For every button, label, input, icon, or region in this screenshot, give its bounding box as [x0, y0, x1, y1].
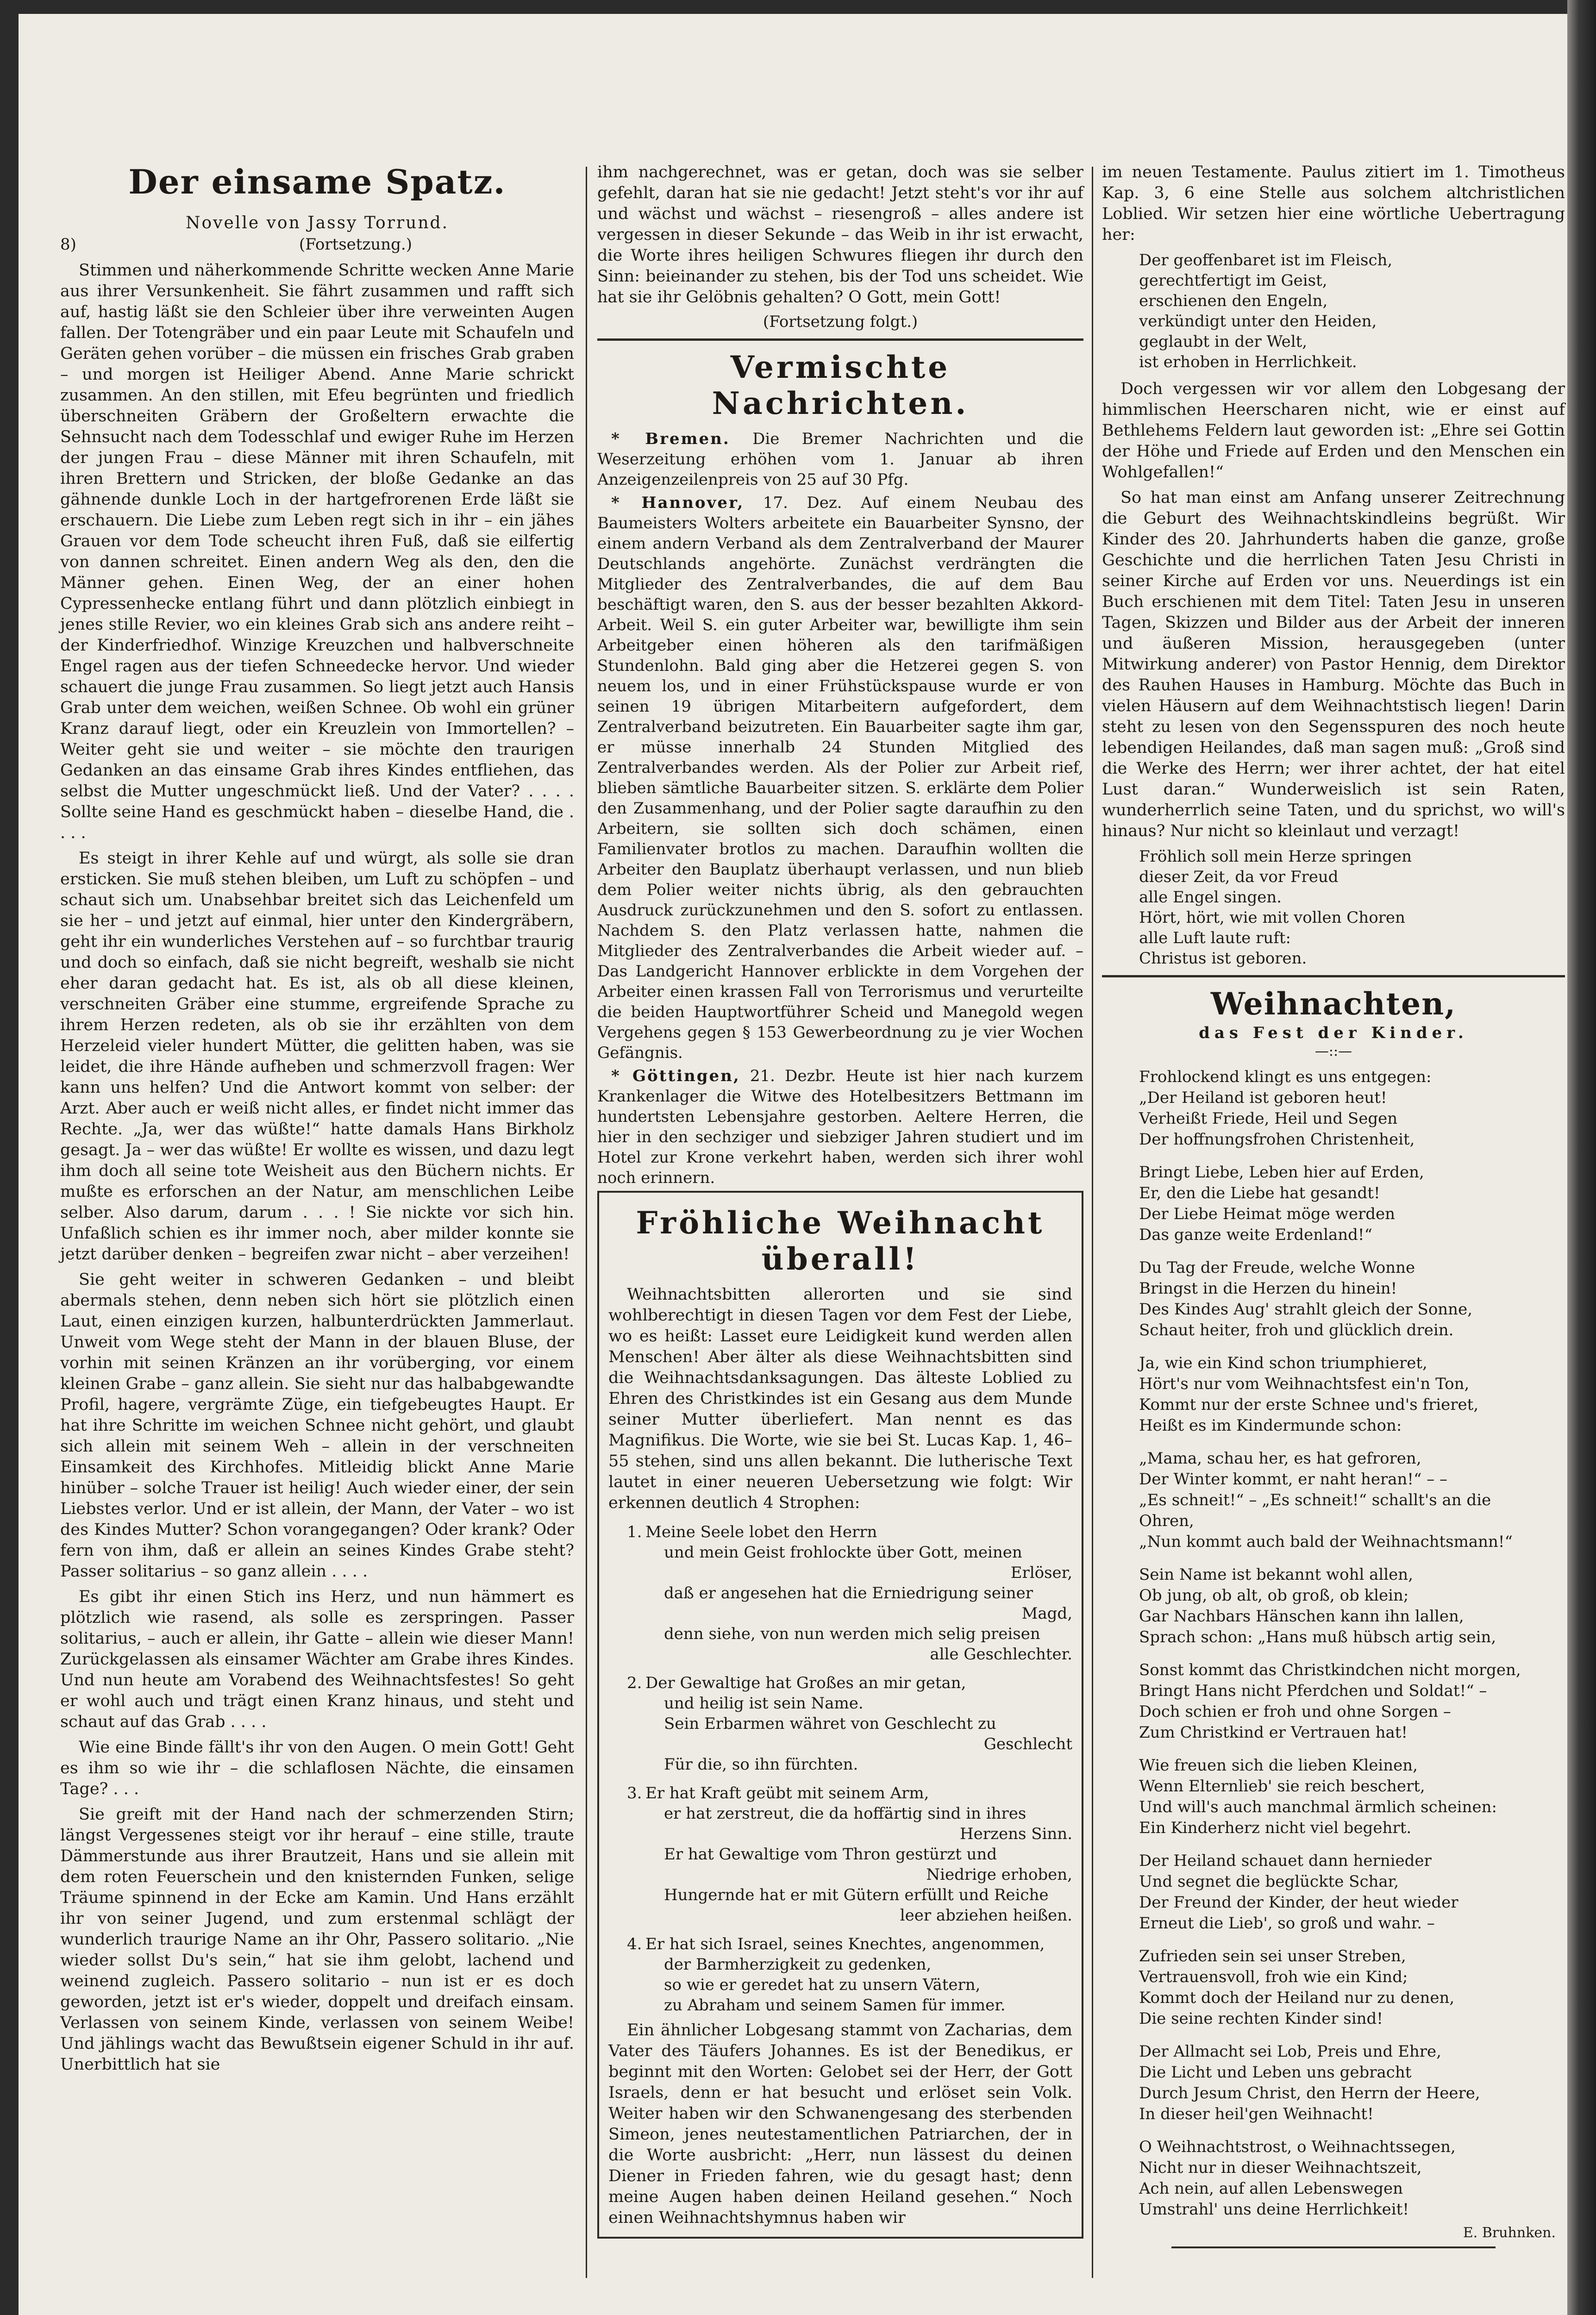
poem-line: Der Heiland schauet dann hernieder — [1139, 1852, 1432, 1870]
stanza-line: Der Gewaltige hat Großes an mir getan, — [645, 1674, 966, 1692]
stanza-gap — [1102, 1436, 1565, 1448]
column-3 — [1102, 162, 1565, 2248]
stanza-line: Magd, — [1021, 1604, 1072, 1623]
stanza-line: leer abziehen heißen. — [900, 1906, 1072, 1925]
poem-line: Kommt nur der erste Schnee und's frieret, — [1139, 1395, 1479, 1414]
column-2 — [597, 162, 1083, 2246]
feature-paragraph: Ein ähnlicher Lobgesang stammt von Zacharias, dem Vater des Täufers Johannes. Es ist der Benedikus, er beginnt mit den Worten: Gelobet sei der Herr, der Gott Israels, denn er hat besucht und erlöset sein Volk. Weiter haben wir den Schwanengesang des sterbenden Simeon, jenes neutestamentlichen Patriarchen, der in die Worte ausbricht: „Herr, nun lässest du deinen Diener in Frieden fahren, wie du gesagt hast; denn meine Augen haben deinen Heiland gesehen.“ Noch einen Weihnachtshymnus haben wir — [608, 2021, 1072, 2227]
poem-line: Und segnet die beglückte Schar, — [1139, 1872, 1399, 1891]
news-dateline: * Hannover, — [611, 494, 745, 512]
poem-body — [1102, 1067, 1565, 2220]
poem-line: Ach nein, auf allen Lebenswegen — [1139, 2179, 1403, 2198]
poem-line: Der Winter kommt, er naht heran!“ – – — [1139, 1470, 1448, 1489]
poem-line: Umstrahl' uns deine Herrlichkeit! — [1139, 2200, 1409, 2219]
poem-line: Du Tag der Freude, welche Wonne — [1139, 1258, 1415, 1277]
story-paragraph: Es steigt in ihrer Kehle auf und würgt, als solle sie dran ersticken. Sie muß stehen bleiben, um Luft zu schöpfen – und schaut sich um. Unabsehbar breitet sich das Leichenfeld um sie her – und jetzt auf einmal, hier unter den Kindergräbern, geht ihr ein wunderliches Verstehen auf – so furchtbar traurig und doch so einfach, daß sie nicht begreift, weshalb sie nicht eher daran gedacht hat. Es ist, als ob all diese kleinen, verschneiten Gräber eine stumme, ergreifende Sprache zu ihrem Herzen redeten, als ob sie ihr erzählten von dem Herzeleid vieler hundert Mütter, die gelitten haben, was sie leidet, die ihre Hände aufheben und schmerzvoll fragen: Wer kann uns helfen? Und die Antwort kommt von selber: der Arzt. Aber auch er weiß nicht alles, er findet nicht immer das Rechte. „Ja, wer das wüßte!“ hatte damals Hans Birkholz gesagt. Ja – wer das wüßte! Er wollte es wissen, und dazu legt ihm doch all seine tote Weisheit aus den Büchern nichts. Er mußte es erforschen an der Natur, am menschlichen Leibe selber. Also darum, darum . . . ! Sie nickte vor sich hin. Unfaßlich schien es ihr immer noch, aber milder konnte sie jetzt darüber denken – begreifen zwar nicht – aber verzeihen! — [60, 849, 574, 1264]
stanza-line: alle Geschlechter. — [930, 1645, 1072, 1664]
poem-line: Doch schien er froh und ohne Sorgen – — [1139, 1702, 1451, 1721]
news-text: Die Bremer Nachrichten und die Weserzeitung erhöhen vom 1. Januar ab ihren Anzeigenzeilenpreis von 25 auf 30 Pfg. — [597, 430, 1083, 489]
feature-box — [597, 1191, 1083, 2239]
stanza-line: Er hat Kraft geübt mit seinem Arm, — [645, 1784, 929, 1802]
stanza-line: Meine Seele lobet den Herrn — [645, 1523, 877, 1541]
magnificat-stanza — [627, 1522, 1072, 1664]
poem-line: Sein Name ist bekannt wohl allen, — [1139, 1565, 1413, 1584]
poem-line: Der Allmacht sei Lob, Preis und Ehre, — [1139, 2042, 1441, 2061]
stanza-line: und mein Geist frohlockte über Gott, meinen — [664, 1543, 1022, 1562]
story-paragraph: Sie greift mit der Hand nach der schmerzenden Stirn; längst Vergessenes steigt vor ihr herauf – eine stille, traute Dämmerstunde aus ihrer Brautzeit, Hans und sie allein mit dem roten Feuerschein und den knisternden Funken, selige Träume spinnend in der Ecke am Kamin. Und Hans erzählt ihr von seiner Jugend, und zum erstenmal schlägt der wunderlich traurige Name an ihr Ohr, Passero solitario. „Nie wieder sollst Du's sein,“ hat sie ihm gelobt, lachend und weinend zugleich. Passero solitario – nun ist er es doch geworden, jetzt ist er's wieder, doppelt und dreifach einsam. Verlassen von seinem Kinde, verlassen von seinem Weibe! Und jählings wacht das Bewußtsein eigener Schuld in ihr auf. Unerbittlich hat sie — [60, 1805, 574, 2074]
poem-line: Heißt es im Kindermunde schon: — [1139, 1416, 1402, 1435]
story-paragraph: Es gibt ihr einen Stich ins Herz, und nun hämmert es plötzlich wie rasend, als solle es zerspringen. Passer solitarius, – auch er allein, ihr Gatte – allein wie dieser Mann! Zurückgelassen als einsamer Wächter am Grabe ihres Kindes. Und nun heute am Vorabend des Weihnachtsfestes! So geht er wohl auch und trägt einen Kranz hinaus, und steht und schaut auf das Grab . . . . — [60, 1588, 574, 1731]
hymn-verse — [1139, 846, 1565, 969]
poem-line: „Mama, schau her, es hat gefroren, — [1139, 1449, 1421, 1468]
hymn-line: Christus ist geboren. — [1139, 949, 1307, 968]
divider — [597, 338, 1083, 341]
story-title: Der einsame Spatz. — [128, 162, 506, 201]
stanza-line: daß er angesehen hat die Erniedrigung seiner — [664, 1584, 1033, 1602]
story-paragraph: Wie eine Binde fällt's ihr von den Augen. O mein Gott! Geht es ihm so wie ihr – die schlaflosen Nächte, die einsamen Tage? . . . — [60, 1738, 574, 1798]
poem-line: Sonst kommt das Christkindchen nicht morgen, — [1139, 1661, 1521, 1679]
poem-line: Bringt Hans nicht Pferdchen und Soldat!“ – — [1139, 1682, 1487, 1700]
poem-title: Weihnachten, — [1210, 986, 1457, 1022]
news-text: 17. Dez. Auf einem Neubau des Baumeisters Wolters arbeitete ein Bauarbeiter Synsno, der einem andern Verband als dem Zentralverband der Maurer Deutschlands angehörte. Zunächst verdrängten die Mitglieder des Zentralverbandes, die auf dem Bau beschäftigt waren, den S. aus der besser bezahlten Akkord-Arbeit. Weil S. ein guter Arbeiter war, bewilligte ihm sein Arbeitgeber einen höheren als den tarifmäßigen Stundenlohn. Bald ging aber die Hetzerei gegen S. von neuem los, und in einer Frühstückspause wurde er von seinen 19 übrigen Mitarbeitern aufgefordert, dem Zentralverband beizutreten. Ein Bauarbeiter sagte ihm gar, er müsse innerhalb 24 Stunden Mitglied des Zentralverbandes werden. Als der Polier zur Arbeit rief, blieben sämtliche Bauarbeiter sitzen. S. erklärte dem Polier den Zusammenhang, und der Polier sagte daraufhin zu den Arbeitern, sie sollten sich doch schämen, einen Familienvater brotlos zu machen. Daraufhin wollten die Arbeiter den Bauplatz überhaupt verlassen, und nun blieb dem Polier weiter nichts übrig, als den gebrauchten Ausdruck zurückzunehmen und den S. sofort zu entlassen. Nachdem S. den Platz verlassen hatte, nahmen die Mitglieder des Zentralverbandes die Arbeit wieder auf. – Das Landgericht Hannover erblickte in dem Vorgehen der Arbeiter einen krassen Fall von Terrorismus und verurteilte die beiden Hauptwortführer Scheid und Manegold wegen Vergehens gegen § 153 Gewerbeordnung zu je vier Wochen Gefängnis. — [597, 494, 1083, 1062]
stanza-line: Hungernde hat er mit Gütern erfüllt und Reiche — [664, 1886, 1049, 1904]
stanza-gap — [1102, 1743, 1565, 1755]
news-text: 21. Dezbr. Heute ist hier nach kurzem Krankenlager die Witwe des Hotelbesitzers Bettmann im hundertsten Lebensjahre gestorben. Aeltere Herren, die hier in den sechziger und siebziger Jahren studiert und im Hotel zur Krone verkehrt haben, werden sich ihrer wohl noch erinnern. — [597, 1067, 1084, 1187]
poem-line: Schaut heiter, froh und glücklich drein. — [1139, 1321, 1454, 1339]
column-rule — [1092, 167, 1093, 2278]
poem-line: Bringt Liebe, Leben hier auf Erden, — [1139, 1163, 1424, 1182]
quote-line: Der geoffenbaret ist im Fleisch, — [1139, 251, 1393, 269]
stanza-gap — [1102, 1934, 1565, 1946]
stanza-number: 1. — [627, 1523, 642, 1541]
stanza-gap — [1102, 2029, 1565, 2041]
poem-line: In dieser heil'gen Weihnacht! — [1139, 2105, 1374, 2123]
stanza-number: 4. — [627, 1935, 642, 1953]
poem — [1102, 986, 1565, 2248]
poem-line: Wenn Elternlieb' sie reich beschert, — [1139, 1777, 1425, 1796]
hymn-line: Fröhlich soll mein Herze springen — [1139, 847, 1412, 866]
stanza-gap — [1102, 2125, 1565, 2137]
news-dateline: * Göttingen, — [611, 1067, 740, 1085]
stanza-gap — [1102, 1839, 1565, 1851]
poem-line: O Weihnachtstrost, o Weihnachtssegen, — [1139, 2138, 1456, 2156]
continued-from-note: (Fortsetzung.) — [299, 235, 412, 254]
poem-line: Frohlockend klingt es uns entgegen: — [1139, 1068, 1432, 1086]
news-dateline: * Bremen. — [611, 430, 730, 448]
stanza-number: 2. — [627, 1674, 642, 1692]
news-list — [597, 429, 1083, 1188]
stanza-line: Er hat sich Israel, seines Knechtes, angenommen, — [645, 1935, 1045, 1953]
poem-line: Wie freuen sich die lieben Kleinen, — [1139, 1756, 1418, 1775]
magnificat-stanza — [627, 1673, 1072, 1775]
stanza-line: so wie er geredet hat zu unsern Vätern, — [664, 1976, 981, 1994]
poem-line: Durch Jesum Christ, den Herrn der Heere, — [1139, 2084, 1480, 2102]
stanza-line: er hat zerstreut, die da hoffärtig sind in ihres — [664, 1804, 1026, 1823]
poem-line: Hört's nur vom Weihnachtsfest ein'n Ton, — [1139, 1375, 1470, 1393]
story-byline: Novelle von Jassy Torrund. — [185, 213, 449, 232]
stanza-gap — [1102, 1648, 1565, 1660]
hymn-line: Hört, hört, wie mit vollen Choren — [1139, 908, 1405, 927]
magnificat-stanza — [627, 1783, 1072, 1926]
news-item — [597, 1066, 1083, 1188]
stanza-number: 3. — [627, 1784, 642, 1802]
hymn-line: alle Engel singen. — [1139, 888, 1282, 907]
stanza-gap — [1102, 1150, 1565, 1162]
quote-line: geglaubt in der Welt, — [1139, 332, 1308, 351]
quote-line: erschienen den Engeln, — [1139, 292, 1328, 310]
stanza-gap — [1102, 1341, 1565, 1353]
poem-line: Gar Nachbars Hänschen kann ihn lallen, — [1139, 1607, 1464, 1626]
stanza-line: Erlöser, — [1010, 1564, 1072, 1582]
stanza-line: denn siehe, von nun werden mich selig preisen — [664, 1625, 1040, 1643]
column-rule — [586, 167, 587, 2278]
poem-line: Zum Christkind er Vertrauen hat! — [1139, 1723, 1408, 1742]
story-paragraph: Sie geht weiter in schweren Gedanken – und bleibt abermals stehen, denn neben sich hört sie plötzlich einen Laut, einen einzigen kurzen, halbunterdrückten Jammerlaut. Unweit vom Wege steht der Mann in der blauen Bluse, der vorhin mit seinen Kränzen an ihr vorüberging, vor einem kleinen Grabe – ganz allein. Sie sieht nur das halbabgewandte Profil, hagere, vergrämte Züge, ein tiefgebeugtes Haupt. Er hat ihre Schritte im weichen Schnee nicht gehört, und glaubt sich allein mit seinem Weh – allein in der verschneiten Einsamkeit des Kirchhofes. Mitleidig blickt Anne Marie hinüber – solche Trauer ist heilig! Auch wieder einer, der sein Liebstes verlor. Und er ist allein, der Mann, der Vater – wo ist des Kindes Mutter? Schon vorangegangen? Oder krank? Oder fern von ihm, daß er allein an seines Kindes Grabe steht? Passer solitarius – so ganz allein . . . . — [60, 1270, 574, 1581]
continued-note: (Fortsetzung folgt.) — [763, 313, 918, 331]
binding-edge — [1567, 0, 1596, 2315]
poem-line: Der Liebe Heimat möge werden — [1139, 1205, 1395, 1223]
scripture-quote — [1139, 250, 1565, 372]
newspaper-page — [19, 14, 1567, 2315]
poem-line: Sprach schon: „Hans muß hübsch artig sein, — [1139, 1628, 1496, 1646]
stanza-line: Er hat Gewaltige vom Thron gestürzt und — [664, 1845, 997, 1864]
divider — [1102, 975, 1565, 977]
feature-title: Fröhliche Weihnacht überall! — [636, 1205, 1045, 1277]
poem-line: Die seine rechten Kinder sind! — [1139, 2009, 1383, 2028]
poem-line: Kommt doch der Heiland nur zu denen, — [1139, 1989, 1455, 2007]
poem-line: Zufrieden sein sei unser Streben, — [1139, 1947, 1406, 1965]
stanza-line: Herzens Sinn. — [960, 1825, 1072, 1843]
stanza-gap — [1102, 1245, 1565, 1258]
hymn-line: alle Luft laute ruft: — [1139, 929, 1291, 947]
poem-line: Ein Kinderherz nicht viel begehrt. — [1139, 1819, 1412, 1837]
stanza-line: der Barmherzigkeit zu gedenken, — [664, 1955, 932, 1974]
poem-line: „Es schneit!“ – „Es schneit!“ schallt's an die — [1139, 1491, 1491, 1509]
stanza-line: Für die, so ihn fürchten. — [664, 1755, 858, 1774]
poem-line: Vertrauensvoll, froh wie ein Kind; — [1139, 1968, 1408, 1986]
poem-line: Und will's auch manchmal ärmlich scheinen: — [1139, 1798, 1497, 1816]
poem-line: Er, den die Liebe hat gesandt! — [1139, 1184, 1380, 1202]
magnificat-stanza — [627, 1934, 1072, 2015]
story-paragraph: Stimmen und näherkommende Schritte wecken Anne Marie aus ihrer Versunkenheit. Sie fährt zusammen und rafft sich auf, hastig läßt sie den Schleier über ihre verweinten Augen fallen. Der Totengräber und ein paar Leute mit Schaufeln und Geräten gehen vorüber – die müssen ein frisches Grab graben – und morgen ist Heiliger Abend. Anne Marie schrickt zusammen. An den stillen, mit Efeu begrünten und friedlich überschneiten Gräbern der Großeltern erwachte die Sehnsucht nach dem Todesschlaf und ewiger Ruhe im Herzen der jungen Frau – diese Männer mit ihren Schaufeln, mit ihren Brettern und Stricken, der bloße Gedanke an das gähnende dunkle Loch in der hartgefrorenen Erde läßt sie erschauern. Die Liebe zum Leben regt sich in ihr – ein jähes Grauen vor dem Tode scheucht ihren Fuß, daß sie eilfertig von dannen schreitet. Einen andern Weg als den, den die Männer gehen. Einen Weg, der an einer hohen Cypressenhecke entlang führt und dann plötzlich einbiegt in jenes stille Revier, wo ein kleines Grab sich ans andere reiht – der Kinderfriedhof. Winzige Kreuzchen und halbverschneite Engel ragen aus der tiefen Schneedecke hervor. Und wieder schauert die junge Frau zusammen. So liegt jetzt auch Hansis Grab unter dem weichen, weißen Schnee. Ob wohl ein grüner Kranz darauf liegt, oder ein Kreuzlein von Immortellen? – Weiter geht sie und weiter – sie möchte den traurigen Gedanken an das einsame Grab ihres Kindes entfliehen, das selbst die Mutter ungeschmückt ließ. Und der Vater? . . . . Sollte seine Hand es geschmückt haben – dieselbe Hand, die . . . . — [60, 261, 574, 842]
news-section-title: Vermischte Nachrichten. — [712, 349, 969, 421]
poem-line: Ja, wie ein Kind schon triumphieret, — [1139, 1354, 1427, 1372]
poem-line: Das ganze weite Erdenland!“ — [1139, 1226, 1372, 1244]
column-1 — [60, 162, 574, 2080]
quote-line: ist erhoben in Herrlichkeit. — [1139, 353, 1357, 371]
poem-line: Erneut die Lieb', so groß und wahr. – — [1139, 1914, 1435, 1933]
story-paragraph: ihm nachgerechnet, was er getan, doch was sie selber gefehlt, daran hat sie nie gedacht! Jetzt steht's vor ihr auf und wächst und wächst – riesengroß – alles andere ist vergessen in dieser Sekunde – das Weib in ihr ist erwacht, die Worte ihres heiligen Schwures fliegen ihr durch den Sinn: beieinander zu stehen, bis der Tod uns scheidet. Wie hat sie ihr Gelöbnis gehalten? O Gott, mein Gott! — [597, 163, 1083, 307]
poem-line: „Der Heiland ist geboren heut! — [1139, 1089, 1387, 1107]
feature-paragraph: im neuen Testamente. Paulus zitiert im 1. Timotheus Kap. 3, 6 eine Stelle aus solchem altchristlichen Loblied. Wir setzen hier eine wörtliche Uebertragung her: — [1102, 163, 1565, 244]
poem-line: „Nun kommt auch bald der Weihnachtsmann!“ — [1139, 1533, 1513, 1551]
quote-line: gerechtfertigt im Geist, — [1139, 271, 1327, 290]
news-item — [597, 493, 1083, 1063]
quote-line: verkündigt unter den Heiden, — [1139, 312, 1377, 331]
poem-line: Des Kindes Aug' strahlt gleich der Sonne, — [1139, 1300, 1473, 1319]
poem-line: Verheißt Friede, Heil und Segen — [1139, 1109, 1398, 1128]
feature-intro: Weihnachtsbitten allerorten und sie sind wohlberechtigt in diesen Tagen vor dem Fest der Liebe, wo es heißt: Lasset eure Leidigkeit kund werden allen Menschen! Aber älter als diese Weihnachtsbitten sind die Weihnachtsdanksagungen. Das älteste Loblied zu Ehren des Christkindes ist ein Gesang aus dem Munde seiner Mutter überliefert. Man nennt es das Magnifikus. Die Worte, wie sie bei St. Lucas Kap. 1, 46–55 stehen, sind uns allen bekannt. Die lutherische Text lautet in einer neueren Uebersetzung wie folgt: Wir erkennen deutlich 4 Strophen: — [608, 1285, 1072, 1512]
stanza-line: zu Abraham und seinem Samen für immer. — [664, 1996, 1006, 2015]
feature-paragraph: So hat man einst am Anfang unserer Zeitrechnung die Geburt des Weihnachtskindleins begrüßt. Wir Kinder des 20. Jahrhunderts haben die ganze, große Geschichte und die herrlichen Taten Jesu Christi in seiner Kirche auf Erden vor uns. Neuerdings ist ein Buch erschienen mit dem Titel: Taten Jesu in unseren Tagen, Skizzen und Bilder aus der Arbeit der inneren und äußeren Mission, herausgegeben (unter Mitwirkung anderer) von Pastor Hennig, dem Direktor des Rauhen Hauses in Hamburg. Möchte das Buch in vielen Häusern auf dem Weihnachtstisch liegen! Darin steht zu lesen von den Segensspuren des noch heute lebendigen Heilandes, daß man sagen muß: „Groß sind die Werke des Herrn; wer ihrer achtet, der hat eitel Lust daran.“ Wunderweislich ist sein Raten, wunderherrlich seine Taten, und du sprichst, wo will's hinaus? Nur nicht so kleinlaut und verzagt! — [1102, 488, 1565, 840]
poem-line: Ob jung, ob alt, ob groß, ob klein; — [1139, 1586, 1409, 1605]
poem-line: Nicht nur in dieser Weihnachtszeit, — [1139, 2159, 1422, 2177]
story-meta — [60, 235, 560, 254]
poem-subtitle: das Fest der Kinder. — [1199, 1024, 1468, 1042]
poem-line: Bringst in die Herzen du hinein! — [1139, 1279, 1397, 1298]
stanza-line: und heilig ist sein Name. — [664, 1694, 864, 1713]
divider — [1171, 2246, 1496, 2248]
stanza-gap — [1102, 1552, 1565, 1564]
stanza-line: Geschlecht — [983, 1735, 1072, 1753]
poem-line: Der Freund der Kinder, der heut wieder — [1139, 1893, 1458, 1912]
stanza-line: Sein Erbarmen währet von Geschlecht zu — [664, 1714, 996, 1733]
hymn-line: dieser Zeit, da vor Freud — [1139, 868, 1339, 886]
installment-number: 8) — [60, 235, 76, 254]
poem-line: Die Licht und Leben uns gebracht — [1139, 2063, 1412, 2082]
feature-paragraph: Doch vergessen wir vor allem den Lobgesang der himmlischen Heerscharen nicht, wie er einst auf Bethlehems Feldern laut geworden ist: „Ehre sei Gottin der Höhe und Friede auf Erden und den Menschen ein Wohlgefallen!“ — [1102, 380, 1565, 482]
ornament: —::— — [1314, 1043, 1352, 1059]
stanza-line: Niedrige erhoben, — [926, 1865, 1072, 1884]
poem-line: Ohren, — [1139, 1512, 1194, 1530]
news-item — [597, 429, 1083, 490]
poem-author: E. Bruhnken. — [1463, 2225, 1556, 2241]
poem-line: Der hoffnungsfrohen Christenheit, — [1139, 1130, 1415, 1149]
